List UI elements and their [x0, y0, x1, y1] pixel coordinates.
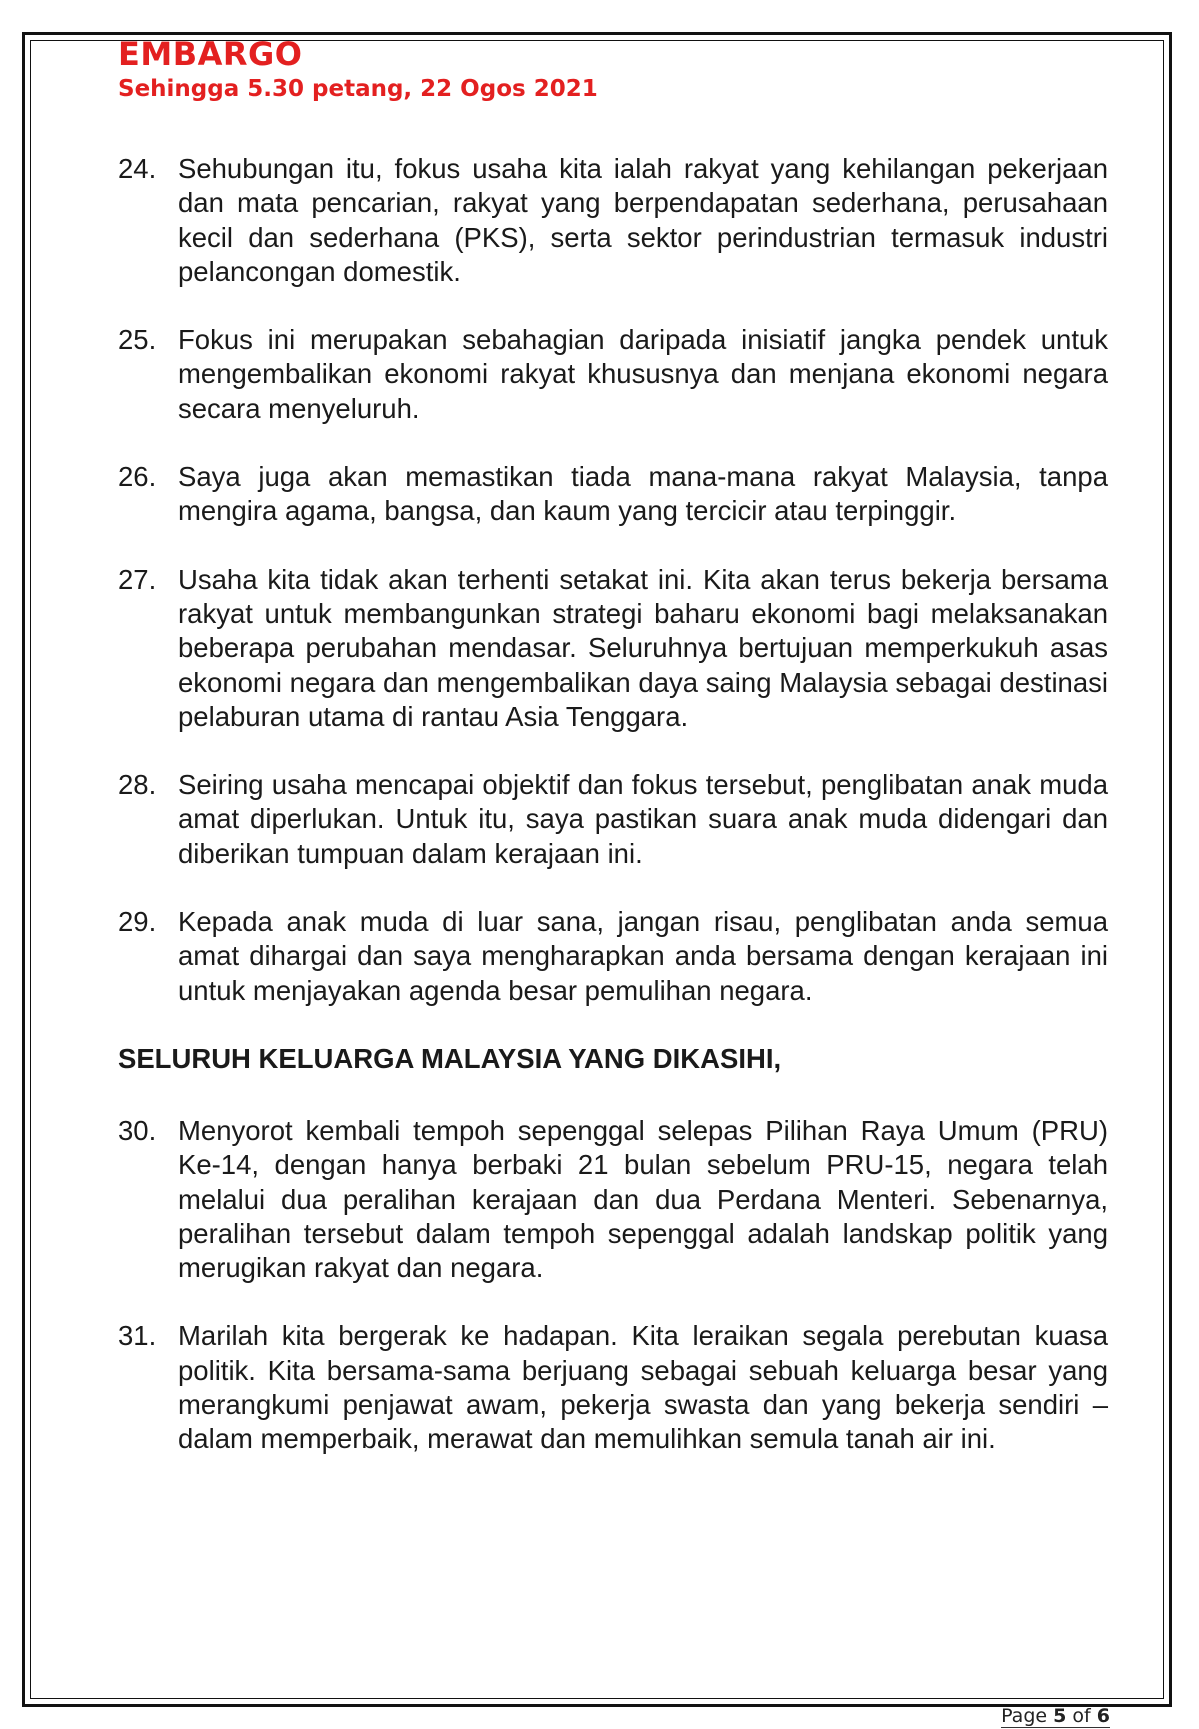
paragraph-29: [118, 905, 1108, 1008]
page-current: 5: [1053, 1705, 1067, 1727]
paragraph-30: [118, 1114, 1108, 1285]
paragraph-28: [118, 768, 1108, 871]
embargo-notice: [118, 34, 598, 104]
paragraph-text: Seiring usaha mencapai objektif dan fokus tersebut, penglibatan anak muda amat diperlukan. Untuk itu, saya pastikan suara anak muda didengari dan diberikan tumpuan dalam kerajaan ini.: [178, 769, 1108, 869]
embargo-title: EMBARGO: [118, 35, 303, 73]
paragraph-text: Saya juga akan memastikan tiada mana-mana rakyat Malaysia, tanpa mengira agama, bangsa, dan kaum yang tercicir atau terpinggir.: [178, 461, 1108, 527]
embargo-subtitle: Sehingga 5.30 petang, 22 Ogos 2021: [118, 76, 598, 102]
paragraph-text: Menyorot kembali tempoh sepenggal selepas Pilihan Raya Umum (PRU) Ke-14, dengan hanya berbaki 21 bulan sebelum PRU-15, negara telah melalui dua peralihan kerajaan dan dua Perdana Menteri. Sebenarnya, peralihan tersebut dalam tempoh sepenggal adalah landskap politik yang merugikan rakyat dan negara.: [178, 1114, 1108, 1284]
paragraph-text: Fokus ini merupakan sebahagian daripada inisiatif jangka pendek untuk mengembalikan ekonomi rakyat khususnya dan menjana ekonomi negara secara menyeluruh.: [178, 324, 1108, 424]
paragraph-text: Marilah kita bergerak ke hadapan. Kita leraikan segala perebutan kuasa politik. Kita bersama-sama berjuang sebagai sebuah keluarga besar yang merangkumi penjawat awam, pekerja swasta dan yang bekerja sendiri – dalam memperbaik, merawat dan memulihkan semula tanah air ini.: [178, 1320, 1108, 1455]
paragraph-26: [118, 460, 1108, 529]
paragraph-number: 28.: [118, 769, 157, 801]
paragraph-number: 24.: [118, 153, 157, 184]
page-prefix: Page: [1001, 1705, 1054, 1727]
paragraph-25: [118, 323, 1108, 426]
paragraph-24: [118, 152, 1108, 289]
section-heading: SELURUH KELUARGA MALAYSIA YANG DIKASIHI,: [118, 1042, 782, 1074]
paragraph-number: 29.: [118, 906, 157, 938]
paragraph-text: Kepada anak muda di luar sana, jangan risau, penglibatan anda semua amat dihargai dan saya mengharapkan anda bersama dengan kerajaan ini untuk menjayakan agenda besar pemulihan negara.: [178, 906, 1108, 1006]
document-body: [118, 152, 1108, 1491]
paragraph-31: [118, 1319, 1108, 1456]
page-number: [1001, 1705, 1110, 1728]
paragraph-number: 25.: [118, 324, 157, 356]
paragraph-number: 27.: [118, 563, 157, 595]
paragraph-text: Usaha kita tidak akan terhenti setakat ini. Kita akan terus bekerja bersama rakyat untuk membangunkan strategi baharu ekonomi bagi melaksanakan beberapa perubahan mendasar. Seluruhnya bertujuan memperkukuh asas ekonomi negara dan mengembalikan daya saing Malaysia sebagai destinasi pelaburan utama di rantau Asia Tenggara.: [178, 563, 1108, 732]
paragraph-number: 30.: [118, 1114, 157, 1146]
page-total: 6: [1096, 1705, 1110, 1727]
paragraph-number: 26.: [118, 461, 157, 493]
paragraph-text: Sehubungan itu, fokus usaha kita ialah rakyat yang kehilangan pekerjaan dan mata pencarian, rakyat yang berpendapatan sederhana, perusahaan kecil dan sederhana (PKS), serta sektor perindustrian termasuk industri pelancongan domestik.: [178, 153, 1108, 287]
paragraph-27: [118, 563, 1108, 734]
paragraph-number: 31.: [118, 1320, 157, 1352]
page-of: of: [1066, 1705, 1097, 1727]
